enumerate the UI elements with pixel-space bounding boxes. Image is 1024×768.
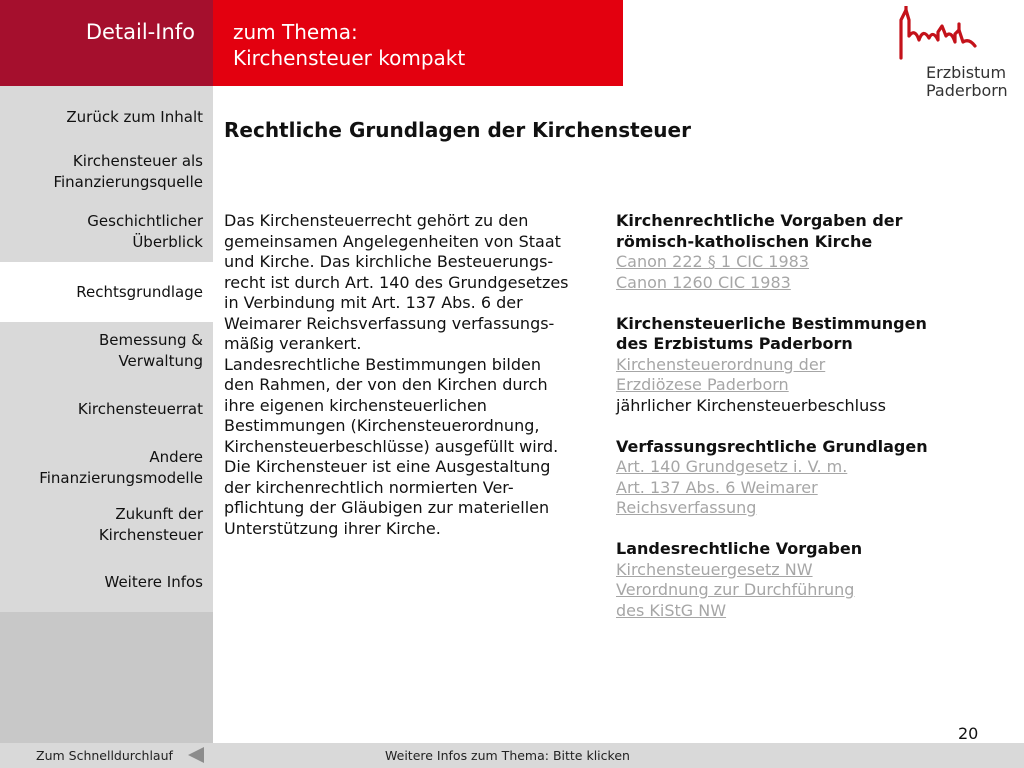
cathedral-logo-icon: [893, 6, 983, 62]
reference-heading: römisch-katholischen Kirche: [616, 231, 873, 251]
body-line: der kirchenrechtlich normierten Ver-: [224, 477, 514, 497]
reference-section-erzbistum: [616, 314, 1006, 417]
weitere-infos-link[interactable]: Weitere Infos zum Thema: Bitte klicken: [385, 748, 630, 763]
sidebar-item-bemessung[interactable]: [0, 322, 213, 380]
sidebar-item-label: Bemessung &: [99, 331, 203, 349]
reference-link-verordnung[interactable]: des KiStG NW: [616, 600, 727, 620]
footer-bar: [0, 743, 1024, 768]
reference-heading: des Erzbistums Paderborn: [616, 334, 853, 353]
body-line: Die Kirchensteuer ist eine Ausgestaltung: [224, 457, 551, 476]
page-title: Rechtliche Grundlagen der Kirchensteuer: [224, 118, 691, 142]
body-line: Das Kirchensteuerrecht gehört zu den: [224, 211, 529, 230]
body-line: Bestimmungen (Kirchensteuerordnung,: [224, 416, 540, 435]
body-text: [224, 211, 604, 539]
reference-link-verordnung[interactable]: Verordnung zur Durchführung: [616, 580, 855, 599]
section-label: Detail-Info: [85, 20, 195, 44]
reference-heading: Kirchensteuerliche Bestimmungen: [616, 313, 927, 333]
sidebar-item-label: Zurück zum Inhalt: [66, 107, 203, 126]
topic-line-1: zum Thema:: [233, 20, 358, 44]
reference-link-kirchensteuerordnung[interactable]: Kirchensteuerordnung der: [616, 354, 826, 374]
body-line: Weimarer Reichsverfassung verfassungs-: [224, 313, 555, 333]
sidebar-item-weitere-infos[interactable]: [0, 552, 213, 612]
sidebar-item-label: Geschichtlicher: [87, 212, 203, 230]
sidebar-item-label: Kirchensteuerrat: [77, 399, 203, 418]
header-topic-panel: [213, 0, 623, 86]
sidebar-item-finanzierungsquelle[interactable]: [0, 142, 213, 202]
body-line: Unterstützung ihrer Kirche.: [224, 518, 441, 538]
references-column: [616, 211, 1006, 642]
logo-text-line-1: Erzbistum: [926, 63, 1007, 82]
sidebar-item-label: Verwaltung: [118, 352, 203, 370]
sidebar-item-label: Andere: [149, 448, 203, 466]
reference-link-grundgesetz[interactable]: Reichsverfassung: [616, 498, 757, 517]
reference-text-beschluss: jährlicher Kirchensteuerbeschluss: [616, 395, 886, 415]
sidebar-item-label: Zukunft der: [115, 505, 203, 523]
sidebar-item-rechtsgrundlage[interactable]: [0, 262, 213, 322]
reference-link-kirchensteuerordnung[interactable]: Erzdiözese Paderborn: [616, 375, 789, 394]
reference-section-verfassung: [616, 437, 1006, 519]
sidebar-item-kirchensteuerrat[interactable]: [0, 380, 213, 438]
body-line: in Verbindung mit Art. 137 Abs. 6 der: [224, 293, 523, 312]
body-line: den Rahmen, der von den Kirchen durch: [224, 375, 548, 394]
reference-heading: Verfassungsrechtliche Grundlagen: [616, 436, 928, 456]
sidebar-nav: [0, 86, 213, 743]
body-line: mäßig verankert.: [224, 334, 362, 353]
schnelldurchlauf-link[interactable]: Zum Schnelldurchlauf: [36, 748, 173, 763]
erzbistum-logo: [893, 6, 1013, 102]
sidebar-item-ueberblick[interactable]: [0, 202, 213, 262]
reference-link-grundgesetz[interactable]: Art. 140 Grundgesetz i. V. m.: [616, 457, 848, 476]
sidebar-item-zurueck[interactable]: [0, 92, 213, 142]
body-line: gemeinsamen Angelegenheiten von Staat: [224, 231, 561, 251]
reference-link-canon-1260[interactable]: Canon 1260 CIC 1983: [616, 272, 791, 292]
reference-section-kirchenrecht: [616, 211, 1006, 293]
sidebar-item-zukunft[interactable]: [0, 498, 213, 552]
reference-link-grundgesetz[interactable]: Art. 137 Abs. 6 Weimarer: [616, 477, 818, 497]
topic-line-2: Kirchensteuer kompakt: [233, 46, 466, 70]
logo-text-line-2: Paderborn: [926, 81, 1008, 100]
reference-link-kistg[interactable]: Kirchensteuergesetz NW: [616, 559, 813, 579]
sidebar-item-label: Weitere Infos: [104, 572, 203, 591]
reference-heading: Kirchenrechtliche Vorgaben der: [616, 211, 903, 230]
body-line: pflichtung der Gläubigen zur materiellen: [224, 498, 550, 517]
body-line: und Kirche. Das kirchliche Besteuerungs-: [224, 252, 554, 271]
sidebar-item-label: Rechtsgrundlage: [76, 282, 203, 301]
sidebar-item-label: Finanzierungsmodelle: [39, 469, 203, 487]
sidebar-bottom-filler: [0, 612, 213, 743]
sidebar-item-label: Finanzierungsquelle: [53, 173, 203, 191]
body-line: ihre eigenen kirchensteuerlichen: [224, 395, 487, 415]
reference-link-canon-222[interactable]: Canon 222 § 1 CIC 1983: [616, 252, 809, 271]
body-line: Kirchensteuerbeschlüsse) ausgefüllt wird.: [224, 436, 559, 456]
header-section-panel: [0, 0, 213, 86]
body-line: recht ist durch Art. 140 des Grundgesetzes: [224, 272, 569, 292]
body-line: Landesrechtliche Bestimmungen bilden: [224, 354, 541, 374]
page-number: 20: [958, 724, 979, 743]
sidebar-item-label: Überblick: [132, 233, 203, 251]
back-arrow-icon[interactable]: [188, 747, 204, 763]
sidebar-item-finanzierungsmodelle[interactable]: [0, 438, 213, 498]
reference-section-landesrecht: [616, 539, 1006, 621]
sidebar-item-label: Kirchensteuer als: [72, 152, 203, 170]
sidebar-item-label: Kirchensteuer: [98, 526, 203, 544]
reference-heading: Landesrechtliche Vorgaben: [616, 539, 863, 558]
